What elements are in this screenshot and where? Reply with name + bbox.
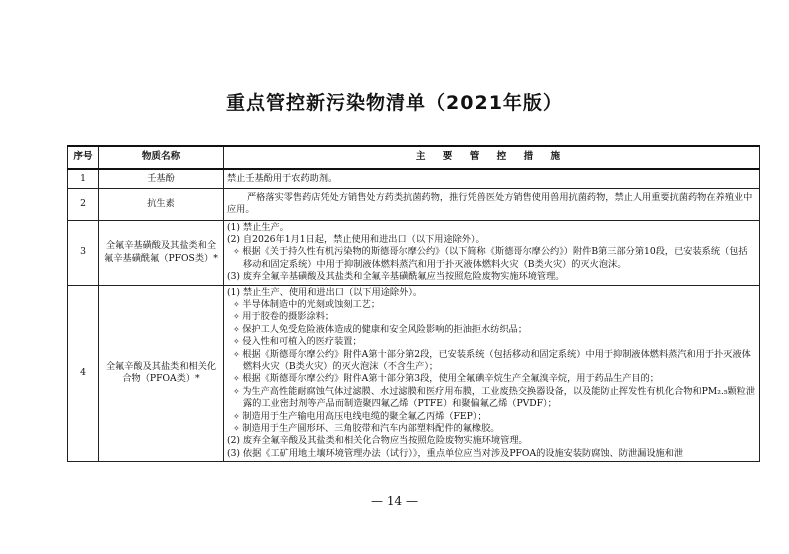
row-no: 1	[68, 169, 99, 188]
pollutant-table	[67, 145, 760, 462]
measure-text: 禁止壬基酚用于农药助剂。	[227, 172, 338, 184]
measure-subitem: ✧ 制造用于生产圆形环、三角胶带和汽车内部塑料配件的氟橡胶。	[227, 423, 756, 435]
row-no: 3	[68, 220, 99, 285]
page-number: — 14 —	[371, 494, 418, 508]
measure-subitem: ✧ 制造用于生产输电用高压电线电缆的聚全氟乙丙烯（FEP）；	[227, 411, 756, 423]
row-measures	[224, 285, 760, 462]
header-measures: 主 要 管 控 措 施	[224, 146, 760, 169]
measure-item: (2) 废弃全氟辛酸及其盐类和相关化合物应当按照危险废物实施环境管理。	[227, 435, 528, 447]
table-header-row	[68, 146, 760, 169]
measure-item: (3) 废弃全氟辛基磺酸及其盐类和全氟辛基磺酰氟应当按照危险废物实施环境管理。	[227, 271, 565, 283]
table-row	[68, 169, 760, 188]
row-substance: 全氟辛基磺酸及其盐类和全氟辛基磺酰氟（PFOS类）*	[99, 220, 224, 285]
document-title: 重点管控新污染物清单（2021年版）	[226, 92, 563, 114]
row-measures	[224, 169, 760, 188]
table-row	[68, 285, 760, 462]
measure-item: (1) 禁止生产。	[227, 221, 289, 233]
measure-subitem: ✧ 保护工人免受危险液体造成的健康和安全风险影响的拒油拒水纺织品；	[227, 324, 756, 336]
measure-item: (3) 依据《工矿用地土壤环境管理办法（试行）》，重点单位应当对涉及PFOA的设施安装防腐蚀、防泄漏设施和泄	[227, 447, 684, 459]
row-no: 4	[68, 285, 99, 462]
row-substance: 抗生素	[99, 188, 224, 220]
row-measures	[224, 220, 760, 285]
measure-subitem: ✧ 为生产高性能耐腐蚀气体过滤膜、水过滤膜和医疗用布膜，工业废热交换器设备，以及能防止挥发性有机化合物和PM₂.₅颗粒泄露的工业密封剂等产品而制造聚四氟乙烯（PTFE）和聚偏氟乙烯（PVDF）；	[227, 386, 756, 411]
measure-item: (1) 禁止生产、使用和进出口（以下用途除外）。	[227, 286, 423, 298]
measure-subitem: ✧ 用于胶卷的摄影涂料；	[227, 311, 756, 323]
row-measures	[224, 188, 760, 220]
row-substance: 全氟辛酸及其盐类和相关化合物（PFOA类）*	[99, 285, 224, 462]
row-substance: 壬基酚	[99, 169, 224, 188]
table-row	[68, 188, 760, 220]
row-no: 2	[68, 188, 99, 220]
table-row	[68, 220, 760, 285]
header-name: 物质名称	[99, 146, 224, 169]
measure-item: (2) 自2026年1月1日起，禁止使用和进出口（以下用途除外）。	[227, 233, 485, 245]
measure-subitem: ✧ 根据《斯德哥尔摩公约》附件A第十部分第3段，使用全氟碘辛烷生产全氟溴辛烷，用于药品生产目的；	[227, 373, 756, 385]
measure-subitem: ✧ 侵入性和可植入的医疗装置；	[227, 336, 756, 348]
measure-text: 严格落实零售药店凭处方销售处方药类抗菌药物，推行凭兽医处方销售使用兽用抗菌药物，禁止人用重要抗菌药物在养殖业中应用。	[227, 191, 753, 215]
measure-subitem: ✧ 根据《斯德哥尔摩公约》附件A第十部分第2段，已安装系统（包括移动和固定系统）中用于抑制液体燃料蒸汽和用于扑灭液体燃料火灾（B类火灾）的灭火泡沫（不含生产）；	[227, 349, 756, 374]
measure-subitem: ✧ 根据《关于持久性有机污染物的斯德哥尔摩公约》（以下简称《斯德哥尔摩公约》）附件B第三部分第10段，已安装系统（包括移动和固定系统）中用于抑制液体燃料蒸汽和用于扑灭液体燃料火灾（B类火灾）的灭火泡沫。	[227, 246, 756, 271]
measure-subitem: ✧ 半导体制造中的光刻或蚀刻工艺；	[227, 299, 756, 311]
header-no: 序号	[68, 146, 99, 169]
